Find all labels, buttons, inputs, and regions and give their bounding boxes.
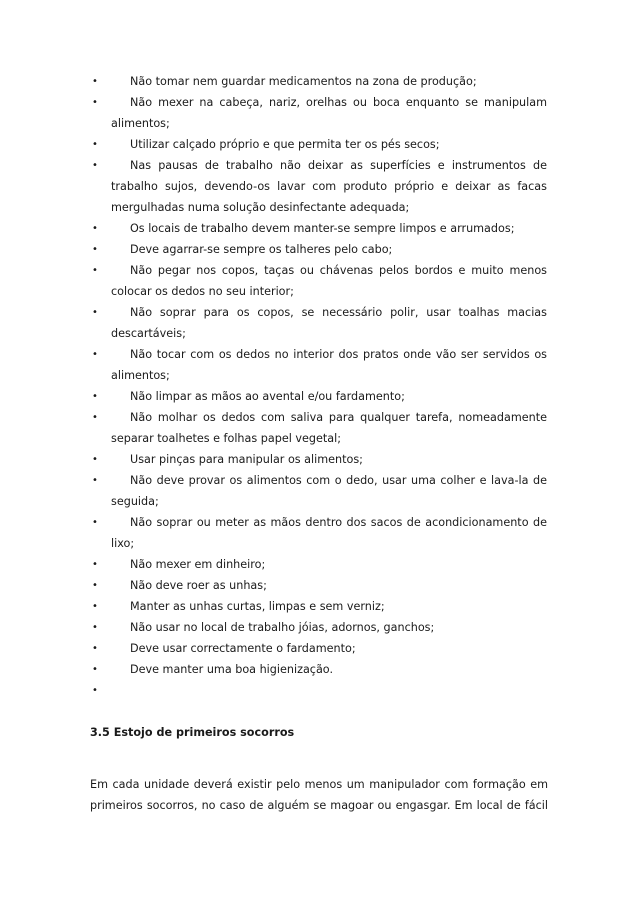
bullet: • [92, 97, 98, 108]
list-item [0, 218, 638, 239]
body-paragraph: Em cada unidade deverá existir pelo menos um manipulador com formação em primeiros socorros, no caso de alguém se magoar ou engasgar. Em local de fácil [90, 778, 548, 812]
list-item [0, 470, 638, 512]
list-item [0, 449, 638, 470]
list-item-text: Usar pinças para manipular os alimentos; [130, 453, 363, 466]
bullet: • [92, 454, 98, 465]
list-item [0, 596, 638, 617]
list-item [0, 575, 638, 596]
list-item-text: Não pegar nos copos, taças ou chávenas pelos bordos e muito menos colocar os dedos no seu interior; [111, 264, 547, 298]
bullet: • [92, 349, 98, 360]
bullet: • [92, 475, 98, 486]
list-item-text: Não tomar nem guardar medicamentos na zona de produção; [130, 75, 477, 88]
list-item [0, 302, 638, 344]
bullet: • [92, 664, 98, 675]
hygiene-rules-list [0, 71, 638, 701]
list-item-text: Não deve provar os alimentos com o dedo, usar uma colher e lava-la de seguida; [111, 474, 547, 508]
list-item [0, 71, 638, 92]
bullet: • [92, 685, 98, 696]
bullet: • [92, 244, 98, 255]
list-item [0, 659, 638, 680]
list-item [0, 344, 638, 386]
bullet: • [92, 643, 98, 654]
list-item-text: Deve manter uma boa higienização. [130, 663, 334, 676]
list-item [0, 617, 638, 638]
list-item-text: Nas pausas de trabalho não deixar as superfícies e instrumentos de trabalho sujos, devendo-os lavar com produto próprio e deixar as facas mergulhadas numa solução desinfectante adequada; [111, 159, 547, 214]
bullet: • [92, 139, 98, 150]
bullet: • [92, 76, 98, 87]
list-item [0, 407, 638, 449]
bullet: • [92, 580, 98, 591]
bullet: • [92, 307, 98, 318]
list-item [0, 260, 638, 302]
list-item-text: Não limpar as mãos ao avental e/ou fardamento; [130, 390, 405, 403]
list-item-text: Não mexer na cabeça, nariz, orelhas ou boca enquanto se manipulam alimentos; [111, 96, 547, 130]
list-item [0, 386, 638, 407]
list-item-text: Não soprar para os copos, se necessário polir, usar toalhas macias descartáveis; [111, 306, 547, 340]
bullet: • [92, 265, 98, 276]
list-item-text: Utilizar calçado próprio e que permita ter os pés secos; [130, 138, 440, 151]
list-item-text: Não tocar com os dedos no interior dos pratos onde vão ser servidos os alimentos; [111, 348, 547, 382]
list-item-text: Não molhar os dedos com saliva para qualquer tarefa, nomeadamente separar toalhetes e folhas papel vegetal; [111, 411, 547, 445]
bullet: • [92, 160, 98, 171]
bullet: • [92, 559, 98, 570]
list-item-text: Manter as unhas curtas, limpas e sem verniz; [130, 600, 385, 613]
list-item-empty [0, 680, 638, 701]
bullet: • [92, 622, 98, 633]
list-item [0, 512, 638, 554]
list-item-text: Deve usar correctamente o fardamento; [130, 642, 356, 655]
list-item [0, 134, 638, 155]
list-item-text: Não soprar ou meter as mãos dentro dos sacos de acondicionamento de lixo; [111, 516, 547, 550]
list-item [0, 239, 638, 260]
bullet: • [92, 601, 98, 612]
bullet: • [92, 412, 98, 423]
list-item [0, 92, 638, 134]
list-item-text: Deve agarrar-se sempre os talheres pelo cabo; [130, 243, 393, 256]
list-item-text: Não usar no local de trabalho jóias, adornos, ganchos; [130, 621, 435, 634]
list-item-text: Os locais de trabalho devem manter-se sempre limpos e arrumados; [130, 222, 515, 235]
bullet: • [92, 391, 98, 402]
bullet: • [92, 517, 98, 528]
section-heading: 3.5 Estojo de primeiros socorros [90, 726, 295, 739]
list-item [0, 638, 638, 659]
bullet: • [92, 223, 98, 234]
list-item-text: Não deve roer as unhas; [130, 579, 267, 592]
list-item [0, 155, 638, 218]
list-item-text: Não mexer em dinheiro; [130, 558, 266, 571]
list-item [0, 554, 638, 575]
